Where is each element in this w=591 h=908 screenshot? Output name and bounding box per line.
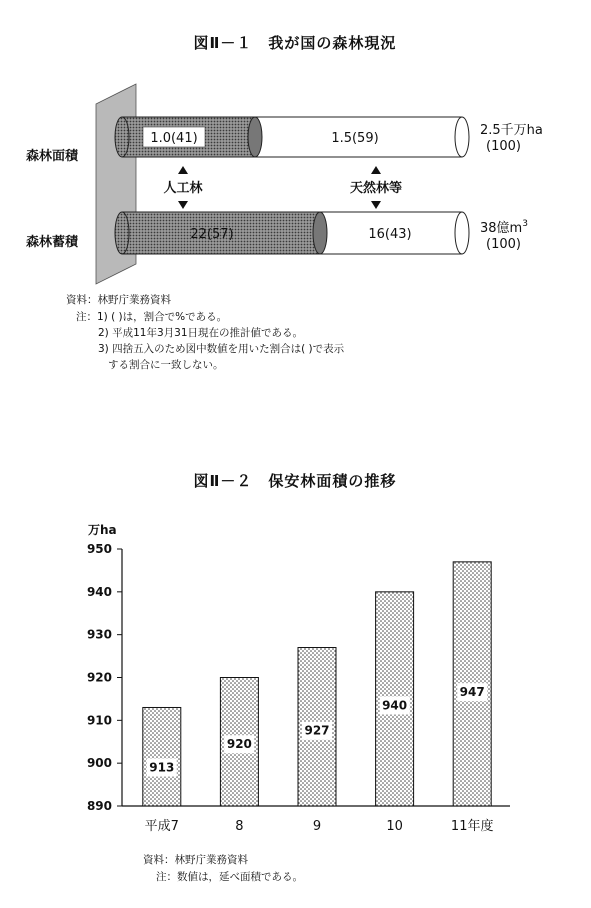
bar-label-natural-area: 1.5(59) (331, 131, 379, 146)
y-tick-label: 950 (86, 542, 112, 556)
marker-arrow-down-right (371, 201, 381, 209)
total-label-stock (480, 219, 528, 236)
bar-value-label: 920 (226, 737, 252, 752)
marker-arrow-up-right (371, 166, 381, 174)
y-tick-label: 910 (86, 713, 112, 728)
figure1-note-4: する割合に一致しない。 (108, 359, 224, 371)
marker-label-natural: 天然林等 (349, 181, 403, 196)
figure2-note: 注：数値は，延べ面積である。 (156, 871, 303, 883)
figure2-bars (143, 562, 494, 834)
marker-arrow-down-left (178, 201, 188, 209)
bar-label-plantation-area: 1.0(41) (150, 131, 198, 146)
x-category-label: 8 (235, 819, 244, 834)
total-label-stock-sup: 3 (522, 219, 528, 229)
x-category-label: 11年度 (450, 819, 494, 834)
figure1-title: 図Ⅱ－１ 我が国の森林現況 (193, 34, 397, 52)
x-category-label: 9 (312, 819, 322, 834)
cylinder-divider-1 (248, 117, 262, 157)
cylinder-divider-2 (313, 212, 327, 254)
bar-value-label: 913 (149, 760, 175, 775)
figure1-row-stock (115, 212, 469, 254)
total-sub-area: (100) (486, 139, 521, 154)
figure1-source: 資料：林野庁業務資料 (66, 294, 171, 306)
bar (143, 707, 181, 806)
bar-value-label: 947 (459, 685, 485, 700)
figure2-source: 資料：林野庁業務資料 (143, 854, 248, 866)
cylinder-cap-left-2 (115, 212, 129, 254)
row-label-area: 森林面積 (26, 149, 79, 164)
figure1-note-1: 注：1) ( )は，割合で%である。 (76, 311, 228, 323)
row-label-stock: 森林蓄積 (26, 235, 79, 250)
bar-label-natural-stock: 16(43) (368, 227, 412, 242)
cylinder-end-cap-1 (455, 117, 469, 157)
figure2-y-unit: 万ha (88, 523, 117, 537)
cylinder-cap-left-1 (115, 117, 129, 157)
y-tick-label: 940 (86, 584, 112, 599)
total-label-area: 2.5千万ha (480, 123, 543, 138)
y-tick-label: 900 (86, 756, 112, 771)
y-tick-label: 920 (86, 670, 112, 685)
x-category-label: 10 (386, 819, 403, 834)
y-tick-label: 930 (86, 627, 112, 642)
bar-value-label: 940 (382, 698, 408, 713)
y-tick-label: 890 (86, 799, 112, 813)
figure1-note-2: 2) 平成11年3月31日現在の推計値である。 (98, 327, 304, 339)
figure2-title: 図Ⅱ－２ 保安林面積の推移 (193, 472, 397, 490)
total-sub-stock: (100) (486, 237, 521, 252)
marker-label-plantation: 人工林 (163, 181, 203, 196)
bar-value-label: 927 (304, 723, 330, 738)
bar-label-plantation-stock: 22(57) (190, 227, 234, 242)
figure1-note-3: 3) 四捨五入のため図中数値を用いた割合は( )で表示 (98, 343, 345, 355)
cylinder-end-cap-2 (455, 212, 469, 254)
total-label-stock-text: 38億m (480, 221, 523, 236)
x-category-label: 平成7 (144, 819, 179, 834)
marker-arrow-up-left (178, 166, 188, 174)
